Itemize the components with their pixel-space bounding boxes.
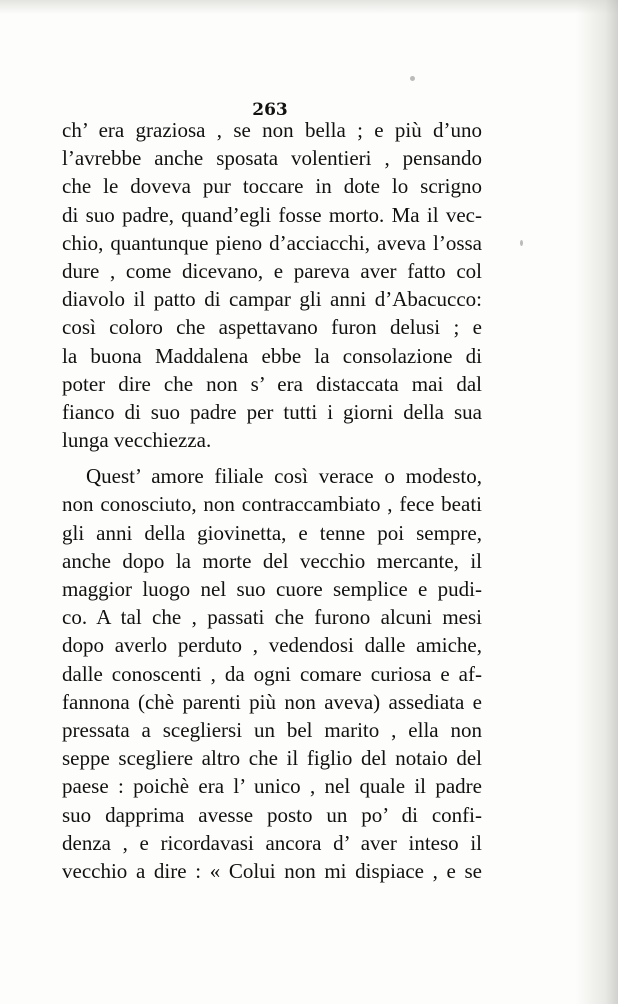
text-line: anche dopo la morte del vecchio mercante, il xyxy=(62,548,482,573)
text-line: maggior luogo nel suo cuore semplice e pudi- xyxy=(62,577,482,601)
text-line: seppe scegliere altro che il figlio del notaio del xyxy=(62,746,482,771)
text-line: suo dapprima avesse posto un po’ di confi- xyxy=(62,802,482,827)
page-number: 263 xyxy=(252,100,288,120)
top-edge-shadow xyxy=(0,0,618,14)
text-line: pressata a scegliersi un bel marito , ella non xyxy=(62,717,482,742)
body-text xyxy=(62,116,482,885)
text-line: l’avrebbe anche sposata volentieri , pensando xyxy=(62,146,482,171)
text-line: co. A tal che , passati che furono alcuni mesi xyxy=(62,605,482,630)
text-line: fannona (chè parenti più non aveva) assediata e xyxy=(62,689,482,714)
text-line: denza , e ricordavasi ancora d’ aver inteso il xyxy=(62,830,482,855)
text-line: non conosciuto, non contraccambiato , fece beati xyxy=(62,492,482,517)
text-line: la buona Maddalena ebbe la consolazione di xyxy=(62,343,482,368)
text-line: lunga vecchiezza. xyxy=(62,428,212,453)
text-line: dopo averlo perduto , vedendosi dalle amiche, xyxy=(62,633,482,658)
text-line: così coloro che aspettavano furon delusi ; e xyxy=(62,315,482,340)
text-line: che le doveva pur toccare in dote lo scrigno xyxy=(62,174,482,199)
text-line: dalle conoscenti , da ogni comare curiosa e af- xyxy=(62,661,482,686)
paper-speck xyxy=(410,76,415,81)
text-line: dure , come dicevano, e pareva aver fatto col xyxy=(62,258,482,283)
text-line: chio, quantunque pieno d’acciacchi, aveva l’ossa xyxy=(62,230,482,255)
text-line: ch’ era graziosa , se non bella ; e più d’uno xyxy=(62,118,482,142)
text-line: poter dire che non s’ era distaccata mai dal xyxy=(62,371,482,396)
text-line: gli anni della giovinetta, e tenne poi sempre, xyxy=(62,520,482,545)
text-line: Quest’ amore filiale così verace o modesto, xyxy=(86,464,482,489)
text-line: paese : poichè era l’ unico , nel quale il padre xyxy=(62,774,482,799)
text-line: di suo padre, quand’egli fosse morto. Ma il vec- xyxy=(62,202,482,227)
text-line: fianco di suo padre per tutti i giorni della sua xyxy=(62,399,482,424)
text-line: vecchio a dire : « Colui non mi dispiace , e se xyxy=(62,858,482,883)
page-edge-shadow xyxy=(576,0,618,1004)
paper-speck xyxy=(520,240,523,246)
paragraph-gap xyxy=(62,454,482,462)
text-line: diavolo il patto di campar gli anni d’Abacucco: xyxy=(62,287,482,312)
